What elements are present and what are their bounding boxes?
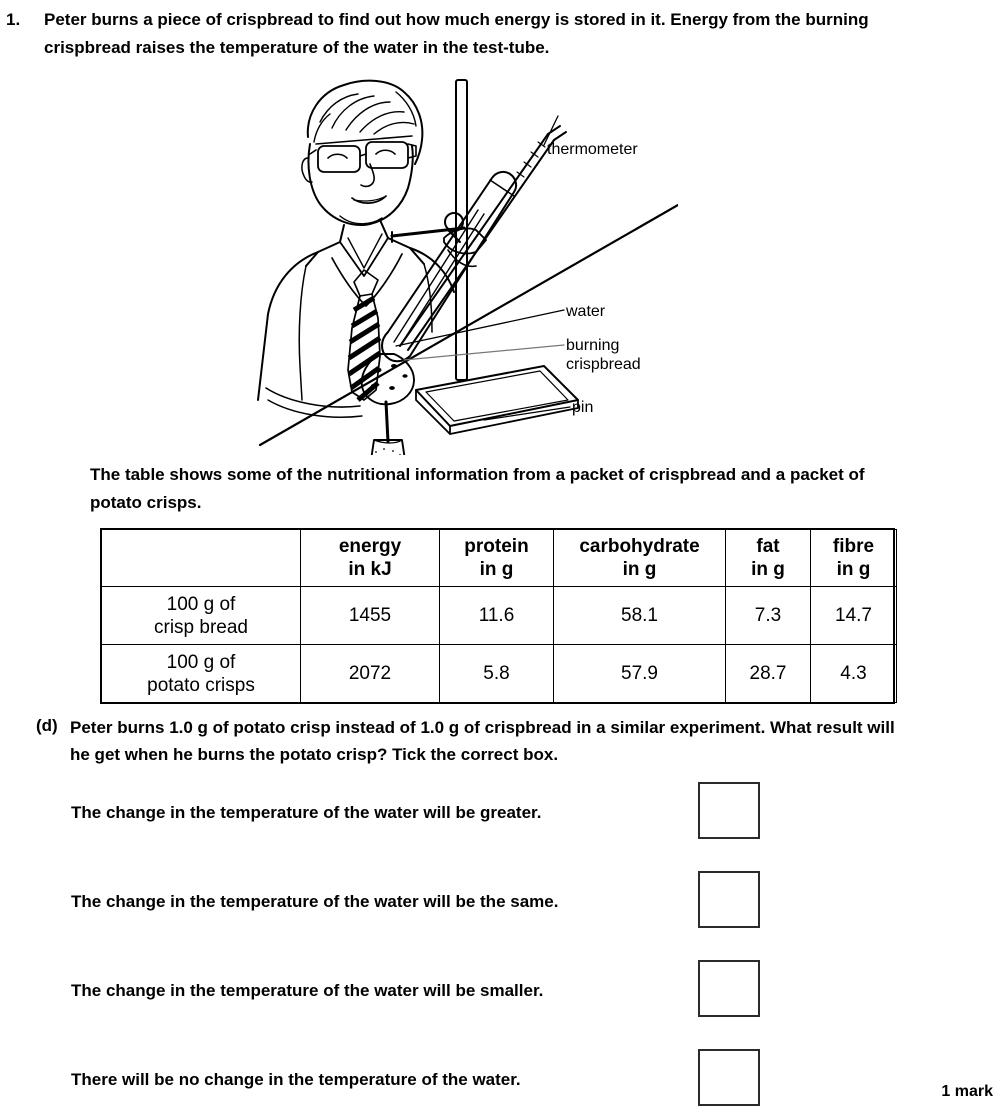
figure-label-burning-crispbread [566, 336, 641, 374]
table-row [102, 645, 897, 703]
row1-label-line2: potato crisps [147, 674, 255, 696]
cell-fat: 28.7 [726, 645, 811, 703]
header-energy-line1: energy [338, 536, 402, 557]
table-header-energy [301, 530, 440, 587]
figure-label-water: water [566, 303, 606, 320]
cell-carbohydrate: 57.9 [554, 645, 726, 703]
table-header-row [102, 530, 897, 587]
header-fat-line2: in g [751, 559, 785, 580]
row0-label-line1: 100 g of [166, 593, 236, 615]
option-label-smaller: The change in the temperature of the water will be smaller. [71, 981, 544, 1000]
cell-fat: 7.3 [726, 587, 811, 645]
table-header-protein [440, 530, 554, 587]
header-carb-line2: in g [622, 559, 657, 580]
header-energy-line2: in kJ [348, 559, 392, 580]
header-fibre-line1: fibre [832, 536, 875, 557]
row-label-potato-crisps [102, 645, 301, 703]
table-header-fat [726, 530, 811, 587]
header-fibre-line2: in g [836, 559, 871, 580]
table-header-fibre [811, 530, 897, 587]
option-checkbox-greater[interactable] [698, 782, 760, 839]
cell-fibre: 4.3 [811, 645, 897, 703]
option-label-same: The change in the temperature of the water will be the same. [71, 892, 559, 911]
option-checkbox-same[interactable] [698, 871, 760, 928]
cell-carbohydrate: 58.1 [554, 587, 726, 645]
figure-label-pin: pin [572, 399, 594, 416]
option-label-greater: The change in the temperature of the water will be greater. [71, 803, 542, 822]
part-d-text: Peter burns 1.0 g of potato crisp instead of 1.0 g of crispbread in a similar experiment. What result will he get when he burns the potato crisp? Tick the correct box. [70, 718, 895, 764]
option-row-greater [0, 782, 1003, 842]
figure-label-burning-line2: crispbread [566, 356, 641, 373]
nutrition-table [101, 529, 897, 703]
question-number: 1. [6, 10, 21, 29]
header-protein-line1: protein [464, 536, 529, 557]
table-intro-text: The table shows some of the nutritional information from a packet of crispbread and a packet of potato crisps. [90, 465, 865, 512]
mark-note: 1 mark [941, 1083, 993, 1100]
table-header-blank [102, 530, 301, 587]
header-fat-line1: fat [756, 536, 780, 557]
table-header-carbohydrate [554, 530, 726, 587]
table-row [102, 587, 897, 645]
header-protein-line2: in g [479, 559, 514, 580]
question-stem-text: Peter burns a piece of crispbread to find out how much energy is stored in it. Energy from the burning crispbread raises the temperature of the water in the test-tube. [44, 10, 869, 57]
option-checkbox-no-change[interactable] [698, 1049, 760, 1106]
header-carb-line1: carbohydrate [579, 536, 700, 557]
part-d-label: (d) [36, 716, 58, 735]
option-row-smaller [0, 960, 1003, 1020]
row-label-crisp-bread [102, 587, 301, 645]
cell-fibre: 14.7 [811, 587, 897, 645]
cell-protein: 11.6 [440, 587, 554, 645]
row1-label-line1: 100 g of [166, 651, 236, 673]
cell-protein: 5.8 [440, 645, 554, 703]
figure-label-thermometer: thermometer [547, 141, 638, 158]
experiment-diagram [248, 70, 678, 455]
option-row-no-change [0, 1049, 1003, 1109]
cell-energy: 1455 [301, 587, 440, 645]
row0-label-line2: crisp bread [154, 616, 248, 638]
figure-label-burning-line1: burning [566, 337, 620, 354]
option-label-no-change: There will be no change in the temperature of the water. [71, 1070, 521, 1089]
option-row-same [0, 871, 1003, 931]
cell-energy: 2072 [301, 645, 440, 703]
option-checkbox-smaller[interactable] [698, 960, 760, 1017]
